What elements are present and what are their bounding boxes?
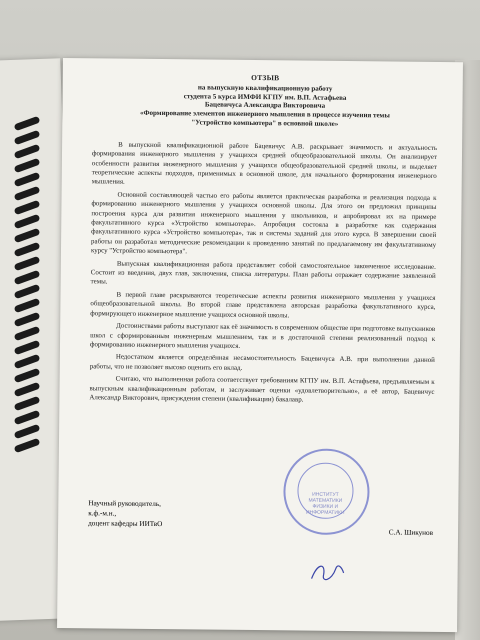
supervisor-role: Научный руководитель, bbox=[88, 499, 161, 509]
supervisor-name: С.А. Шикунов bbox=[388, 528, 434, 537]
supervisor-degree: к.ф.-м.н., bbox=[88, 509, 117, 518]
paragraph-4: В первой главе раскрываются теоретические аспекты развития инженерного мышления у учащихся общеобразовательной школы. Во второй главе представлена авторская разработка факультативного курса, формирующего инженерное мышление учащихся основной школы. bbox=[90, 291, 436, 320]
paragraph-6: Недостатком является определённая несамостоятельность Бацевичуса А.В. при выполнении данной работы, что не позволяет высоко оценить его вклад. bbox=[89, 353, 435, 372]
header-line-2: студента 5 курса ИМФИ КГПУ им. В.П. Астафьева bbox=[183, 91, 347, 102]
header-line-3: Бацевичуса Александра Викторовича bbox=[204, 100, 326, 111]
header-line-1: на выпускную квалификационную работу bbox=[197, 83, 333, 93]
paragraph-7: Считаю, что выполненная работа соответствует требованиям КГПУ им. В.П. Астафьева, предъявляемым к выпускным квалификационным работам, и заслуживает оценки «удовлетворительно», а её автор, Бацевичус Александр Викторович, присуждения степени (квалификации) бакалавр. bbox=[89, 375, 435, 404]
institute-stamp bbox=[283, 448, 370, 535]
paragraph-1: В выпускной квалификационной работе Бацевичус А.В. раскрывает значимость и актуальность формирования инженерного мышления у учащихся средней общеобразовательной школы. Он анализирует особенности развития инженерного мышления у учащихся общеобразовательной средней школы, и выделяет теоретические аспекты подходов, применимых в основной школе, для начального формирования инженерного мышления. bbox=[91, 141, 438, 187]
document-header bbox=[92, 72, 438, 129]
paragraph-5: Достоинствами работы выступают как её значимость в современном обществе при подготовке выпускников школ с сформированным инженерным мышлением, так и в достаточной степени реализованный подход к формированию инженерного мышления учащихся. bbox=[89, 322, 436, 350]
supervisor-position: доцент кафедры ИИТвО bbox=[88, 519, 163, 529]
document-title: ОТЗЫВ bbox=[251, 72, 280, 83]
spiral-binding bbox=[14, 120, 36, 460]
handwritten-signature bbox=[307, 559, 347, 587]
document-sheet bbox=[57, 58, 463, 632]
header-line-5: "Устройство компьютера" в основной школе» bbox=[191, 118, 339, 128]
paragraph-2: Основной составляющей частью его работы является практическая разработка и реализация подхода к формированию инженерного мышления у учащихся основной школы. Для этого он предложил принципы построения курса для развития инженерного мышления у школьников, и апробировал их на примере факультативного курса «Устройство компьютера». Апробация состояла в разработке как содержания факультативного курса «Устройство компьютера», так и системы заданий для этого курса. В завершении своей работы он разработал методические рекомендации к проведению занятий по предлагаемому им факультативному курсу "Устройство компьютера". bbox=[90, 191, 437, 256]
stamp-text: ИНСТИТУТ МАТЕМАТИКИ ФИЗИКИ И ИНФОРМАТИКИ bbox=[306, 491, 345, 516]
header-line-4: «Формирование элементов инженерного мышления в процессе изучения темы bbox=[139, 108, 390, 120]
paragraph-3: Выпускная квалификационная работа представляет собой самостоятельное законченное исследование. Состоит из введения, двух глав, заключения, списка литературы. План работы отражает содержание заявленной темы. bbox=[90, 260, 436, 286]
document-body bbox=[89, 72, 437, 409]
